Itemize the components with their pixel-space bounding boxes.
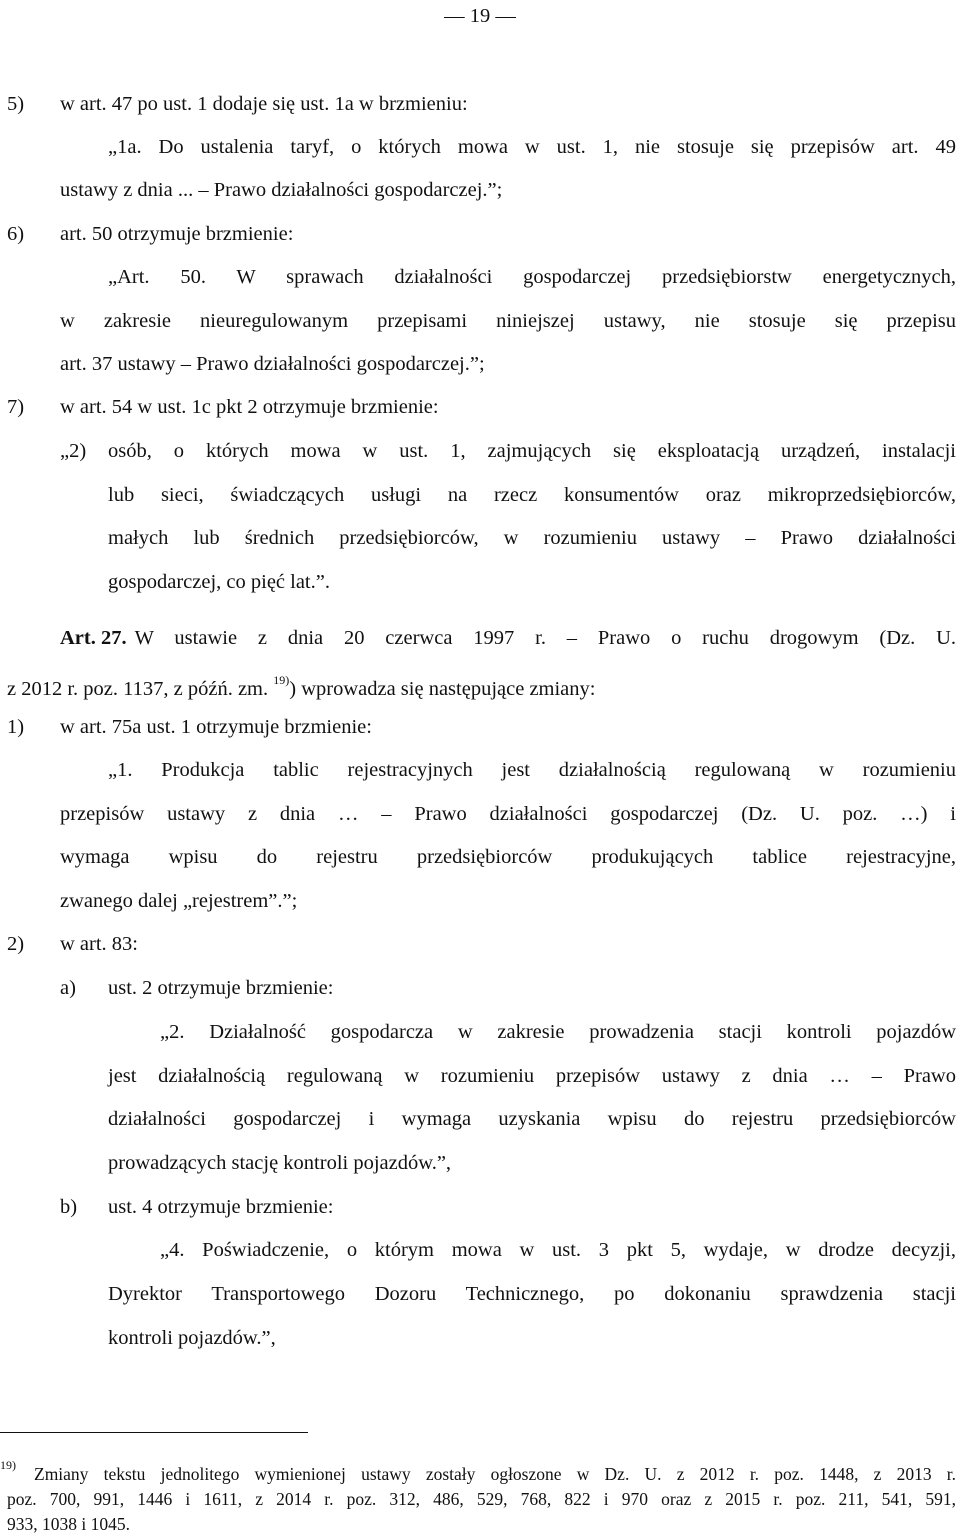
item-marker: 2) [7, 933, 25, 955]
sub-item-marker: a) [60, 977, 76, 999]
quote-line: osób, o których mowa w ust. 1, zajmujących się eksploatacją urządzeń, instalacji [108, 440, 956, 462]
item-marker: 6) [7, 223, 25, 245]
footnote-line: poz. 700, 991, 1446 i 1611, z 2014 r. poz. 312, 486, 529, 768, 822 i 970 oraz z 2015 r. poz. 211, 541, 591, [7, 1489, 956, 1509]
quote-line: jest działalnością regulowaną w rozumieniu przepisów ustawy z dnia … – Prawo [108, 1065, 956, 1087]
quote-line: „4. Poświadczenie, o którym mowa w ust. 3 pkt 5, wydaje, w drodze decyzji, [160, 1239, 956, 1261]
quote-line: ustawy z dnia ... – Prawo działalności gospodarczej.”; [60, 179, 503, 201]
sub-item-text: ust. 4 otrzymuje brzmienie: [108, 1196, 334, 1218]
footnote-divider [0, 1432, 308, 1433]
quote-line: działalności gospodarczej i wymaga uzyskania wpisu do rejestru przedsiębiorców [108, 1108, 956, 1130]
art27-line: W ustawie z dnia 20 czerwca 1997 r. – Prawo o ruchu drogowym (Dz. U. [134, 627, 956, 649]
art27-line [7, 670, 595, 702]
quote-line: „1a. Do ustalenia taryf, o których mowa w ust. 1, nie stosuje się przepisów art. 49 [108, 136, 956, 158]
item-text: w art. 47 po ust. 1 dodaje się ust. 1a w brzmieniu: [60, 93, 468, 115]
footnote-line: Zmiany tekstu jednolitego wymienionej ustawy zostały ogłoszone w Dz. U. z 2012 r. poz. 1448, z 2013 r. [34, 1464, 956, 1484]
quote-line: art. 37 ustawy – Prawo działalności gospodarczej.”; [60, 353, 485, 375]
item-text: w art. 75a ust. 1 otrzymuje brzmienie: [60, 716, 372, 738]
footnote-ref: 19) [273, 673, 290, 687]
footnote-line: 933, 1038 i 1045. [7, 1514, 130, 1534]
quote-line: kontroli pojazdów.”, [108, 1327, 276, 1349]
sub-item-marker: b) [60, 1196, 78, 1218]
item-marker: 7) [7, 396, 25, 418]
quote-line: zwanego dalej „rejestrem”.”; [60, 890, 298, 912]
quote-line: gospodarczej, co pięć lat.”. [108, 571, 330, 593]
art27-label: Art. 27. [60, 627, 127, 649]
item-text: w art. 83: [60, 933, 138, 955]
quote-line: przepisów ustawy z dnia … – Prawo działalności gospodarczej (Dz. U. poz. …) i [60, 803, 956, 825]
quote-line: lub sieci, świadczących usługi na rzecz konsumentów oraz mikroprzedsiębiorców, [108, 484, 956, 506]
art27-heading [60, 625, 956, 651]
item-text: w art. 54 w ust. 1c pkt 2 otrzymuje brzmienie: [60, 396, 439, 418]
quote-line: „Art. 50. W sprawach działalności gospodarczej przedsiębiorstw energetycznych, [108, 266, 956, 288]
sub-item-text: ust. 2 otrzymuje brzmienie: [108, 977, 334, 999]
quote-marker: „2) [60, 440, 87, 462]
art27-text: z 2012 r. poz. 1137, z późń. zm. [7, 677, 269, 700]
quote-line: Dyrektor Transportowego Dozoru Technicznego, po dokonaniu sprawdzenia stacji [108, 1283, 956, 1305]
page-number: — 19 — [444, 5, 516, 27]
quote-line: „2. Działalność gospodarcza w zakresie prowadzenia stacji kontroli pojazdów [160, 1021, 956, 1043]
quote-line: wymaga wpisu do rejestru przedsiębiorców produkujących tablice rejestracyjne, [60, 846, 956, 868]
quote-line: w zakresie nieuregulowanym przepisami niniejszej ustawy, nie stosuje się przepisu [60, 310, 956, 332]
item-text: art. 50 otrzymuje brzmienie: [60, 223, 294, 245]
item-marker: 1) [7, 716, 25, 738]
quote-line: prowadzących stację kontroli pojazdów.”, [108, 1152, 452, 1174]
art27-text: ) wprowadza się następujące zmiany: [289, 677, 596, 700]
item-marker: 5) [7, 93, 25, 115]
footnote-marker: 19) [0, 1458, 16, 1472]
quote-line: „1. Produkcja tablic rejestracyjnych jest działalnością regulowaną w rozumieniu [108, 759, 956, 781]
quote-line: małych lub średnich przedsiębiorców, w rozumieniu ustawy – Prawo działalności [108, 527, 956, 549]
